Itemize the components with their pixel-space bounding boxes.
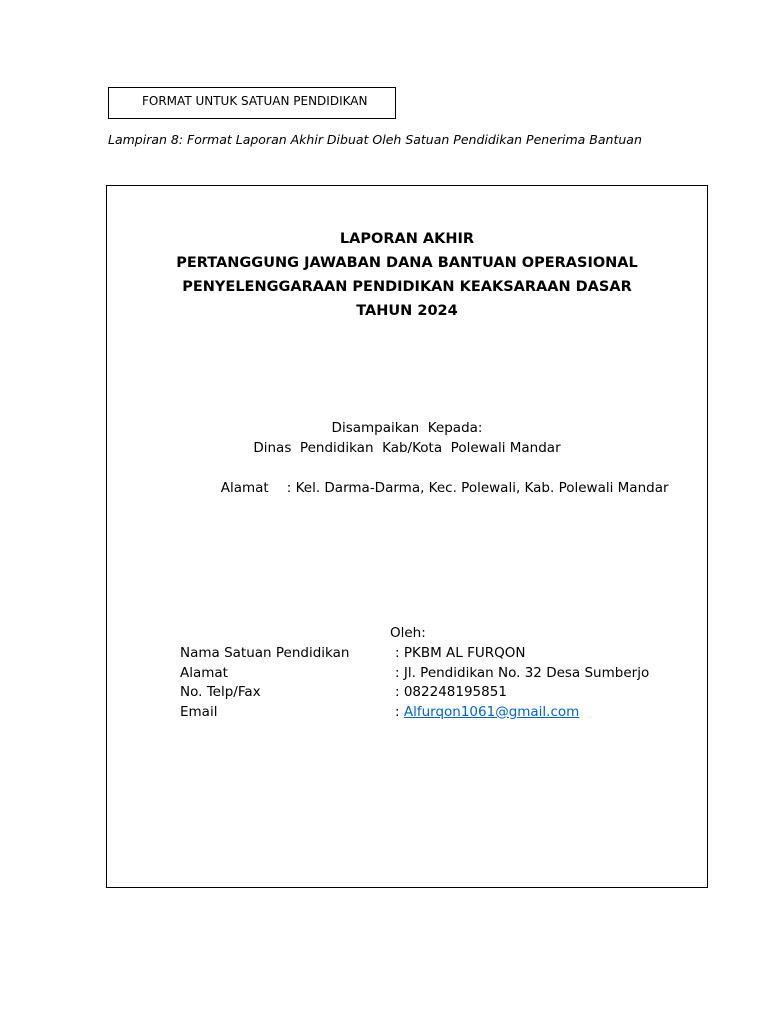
address-value: : Kel. Darma-Darma, Kec. Polewali, Kab. Polewali Mandar [286, 480, 669, 496]
info-value: : 082248195851 [395, 684, 507, 700]
lampiran-caption: Lampiran 8: Format Laporan Akhir Dibuat Oleh Satuan Pendidikan Penerima Bantuan [108, 132, 642, 147]
title-line-1: LAPORAN AKHIR [339, 231, 475, 247]
info-label: No. Telp/Fax [180, 684, 261, 700]
submitted-by-heading: Oleh: [390, 625, 426, 641]
info-row-phone [180, 683, 649, 703]
format-label: FORMAT UNTUK SATUAN PENDIDIKAN [142, 94, 368, 108]
info-value: : Jl. Pendidikan No. 32 Desa Sumberjo [395, 664, 650, 681]
info-value: : PKBM AL FURQON [395, 645, 526, 661]
email-link[interactable]: Alfurqon1061@gmail.com [403, 703, 580, 720]
info-row-address [180, 664, 649, 684]
format-label-box [108, 87, 396, 119]
institution-info [180, 644, 649, 722]
info-label: Alamat [180, 664, 228, 681]
title-line-3: PENYELENGGARAAN PENDIDIKAN KEAKSARAAN DASAR [182, 279, 632, 295]
email-prefix: : [395, 703, 404, 720]
title-line-2: PERTANGGUNG JAWABAN DANA BANTUAN OPERASIONAL [176, 255, 638, 271]
info-row-email [180, 703, 649, 723]
info-value [395, 703, 579, 723]
info-label: Email [180, 703, 218, 720]
address-label: Alamat [220, 480, 269, 496]
info-row-name [180, 644, 649, 664]
cover-page-frame [106, 185, 708, 888]
submitted-to-heading: Disampaikan Kepada: [331, 420, 483, 436]
submitted-to-agency: Dinas Pendidikan Kab/Kota Polewali Mandar [253, 440, 561, 456]
submitted-to-address [195, 458, 669, 518]
title-line-4: TAHUN 2024 [356, 303, 458, 319]
submitted-to-block [107, 418, 707, 496]
report-title [107, 227, 707, 323]
info-label: Nama Satuan Pendidikan [180, 645, 350, 661]
